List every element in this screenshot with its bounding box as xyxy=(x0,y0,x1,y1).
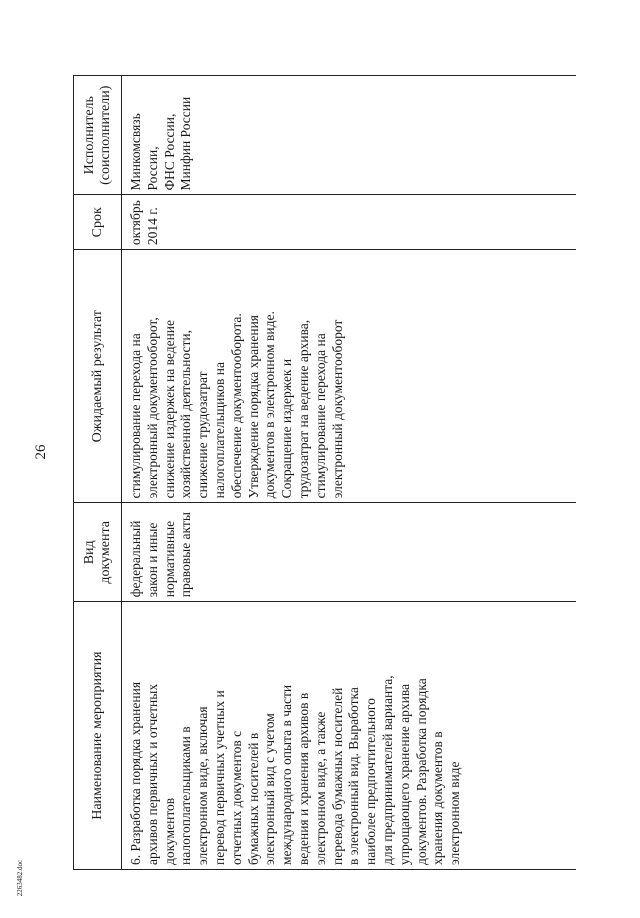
cell-executor: Минкомсвязь России, ФНС России, Минфин России xyxy=(122,76,577,195)
cell-term: октябрь 2014 г. xyxy=(122,195,577,250)
header-measure-name: Наименование мероприятия xyxy=(74,602,122,870)
page-number: 26 xyxy=(33,444,49,460)
measures-table-frame xyxy=(73,75,640,865)
document-id: 2263482.doc xyxy=(16,859,24,897)
measures-table-rotated xyxy=(73,75,576,870)
header-expected-result: Ожидаемый результат xyxy=(74,250,122,503)
header-term: Срок xyxy=(74,195,122,250)
header-executor: Исполнитель (соисполнители) xyxy=(74,76,122,195)
cell-document-type: федеральный закон и иные нормативные правовые акты xyxy=(122,503,577,602)
cell-expected-result: стимулирование перехода на электронный документооборот, снижение издержек на ведение хозяйственной деятельности, снижение трудозатрат налогоплательщиков на обеспечение документооборота. Утверждение порядка хранения документов в электронном виде. Сокращение издержек и трудозатрат на ведение архива, стимулирование перехода на электронный документооборот xyxy=(122,250,577,503)
cell-measure-name: 6. Разработка порядка хранения архивов первичных и отчетных документов налогоплательщиками в электронном виде, включая перевод первичных учетных и отчетных документов с бумажных носителей в электронный вид с учетом международного опыта в части ведения и хранения архивов в электронном виде, а также перевода бумажных носителей в электронный вид. Выработка наиболее предпочтительного для предпринимателей варианта, упрощающего хранение архива документов. Разработка порядка хранения документов в электронном виде xyxy=(122,602,577,870)
table-header-row xyxy=(74,76,122,870)
header-document-type: Вид документа xyxy=(74,503,122,602)
measures-table xyxy=(73,75,576,870)
table-row xyxy=(122,76,577,870)
